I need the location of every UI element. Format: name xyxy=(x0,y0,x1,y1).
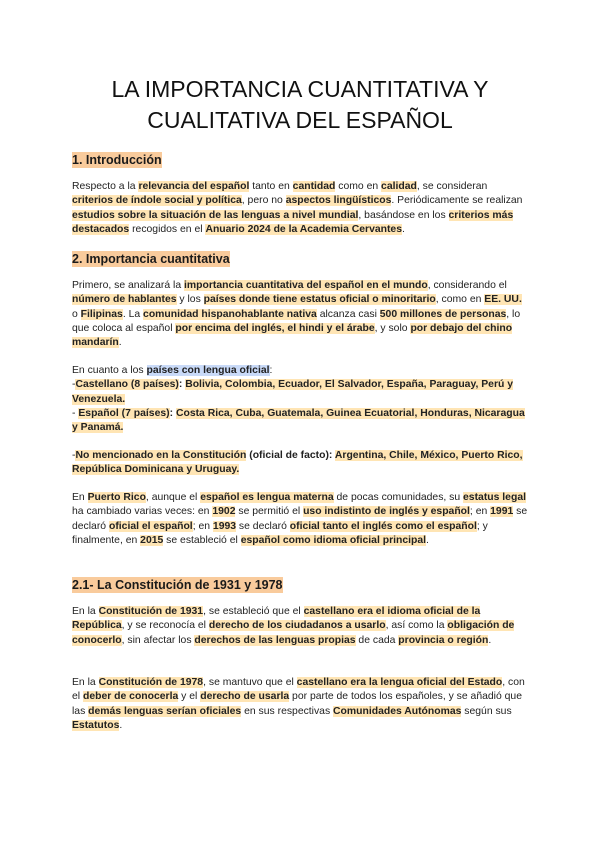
text-run: , se consideran xyxy=(416,181,488,192)
text-run: , se estableció que el xyxy=(203,606,304,617)
highlighted-text: 2015 xyxy=(140,534,164,546)
highlighted-text: derecho de los ciudadanos a usarlo xyxy=(208,620,386,632)
text-run: , se mantuvo que el xyxy=(203,677,297,688)
text-run: alcanza casi xyxy=(316,308,380,320)
text-run: se estableció el xyxy=(163,534,241,546)
highlighted-text: español es lengua materna xyxy=(200,492,334,503)
text-run: , aunque el xyxy=(145,492,201,503)
text-run: - xyxy=(72,379,76,391)
highlighted-text: No mencionado en la Constitución xyxy=(75,450,247,461)
text-run: , y solo xyxy=(374,322,411,334)
highlighted-text: Castellano (8 países) xyxy=(75,379,179,391)
text-run: de pocas comunidades, su xyxy=(333,492,464,503)
highlighted-text-blue: países con lengua oficial xyxy=(146,365,270,376)
section-heading-introduccion: 1. Introducción xyxy=(72,153,162,167)
highlighted-text: aspectos lingüísticos xyxy=(285,195,392,207)
text-run: , como en xyxy=(435,294,485,306)
text-run: se permitió el xyxy=(235,506,304,518)
text-run: como en xyxy=(335,181,382,192)
highlighted-text: Anuario 2024 de la Academia Cervantes xyxy=(205,223,402,235)
text-run: - xyxy=(72,407,79,419)
text-run: recogidos en el xyxy=(129,223,206,235)
highlighted-text: demás lenguas serían oficiales xyxy=(88,705,242,717)
highlighted-text: estudios sobre la situación de las lenguas a nivel mundial xyxy=(72,209,359,221)
highlighted-text: derechos de las lenguas propias xyxy=(194,634,356,646)
highlighted-text: español como idioma oficial principal xyxy=(240,534,427,546)
highlighted-text: provincia o región xyxy=(398,634,489,646)
highlighted-text: relevancia del español xyxy=(138,181,250,192)
highlighted-text: criterios más destacados xyxy=(72,209,514,235)
text-run: Respecto a la xyxy=(72,181,139,192)
bold-text: : xyxy=(178,379,186,391)
highlighted-text: EE. UU. xyxy=(484,294,522,306)
highlighted-text: Costa Rica, Cuba, Guatemala, Guinea Ecuatorial, Honduras, Nicaragua y Panamá. xyxy=(72,407,525,434)
text-run: . La xyxy=(122,308,144,320)
text-run: , así como la xyxy=(385,620,448,632)
highlighted-text: por encima del inglés, el hindi y el árabe xyxy=(175,322,375,334)
text-run: ; en xyxy=(192,520,213,532)
text-run: , lo que coloca al español xyxy=(72,308,521,334)
highlighted-text: 1993 xyxy=(212,520,237,532)
highlighted-text: oficial el español xyxy=(108,520,193,532)
text-run: En xyxy=(72,492,88,503)
text-run: , y se reconocía el xyxy=(121,620,209,632)
bold-text: (oficial de facto) xyxy=(246,450,329,461)
bold-text: : xyxy=(169,407,176,419)
highlighted-text: países donde tiene estatus oficial o minoritario xyxy=(203,294,436,306)
highlighted-text: obligación de conocerlo xyxy=(72,620,515,646)
highlighted-text: cantidad xyxy=(292,181,336,192)
highlighted-text: castellano era el idioma oficial de la República xyxy=(72,606,481,632)
highlighted-text: número de hablantes xyxy=(72,294,177,306)
text-run: según sus xyxy=(461,705,512,717)
paragraph-constitucion-1931 xyxy=(72,605,528,648)
text-run: . xyxy=(488,634,492,646)
text-run: ha cambiado varias veces: en xyxy=(72,506,213,518)
text-run: , pero no xyxy=(241,195,286,207)
text-run: , considerando el xyxy=(427,280,507,291)
paragraph-paises-oficiales xyxy=(72,364,528,435)
text-run: de cada xyxy=(355,634,399,646)
text-run: . Periódicamente se realizan xyxy=(391,195,523,207)
highlighted-text: uso indistinto de inglés y español xyxy=(303,506,470,518)
section-heading-importancia-cuantitativa: 2. Importancia cuantitativa xyxy=(72,252,230,266)
document-title: LA IMPORTANCIA CUANTITATIVA Y CUALITATIVA DEL ESPAÑOL xyxy=(111,76,489,133)
paragraph-no-mencionado xyxy=(72,449,528,478)
text-run: : xyxy=(269,365,273,376)
highlighted-text: oficial tanto el inglés como el español xyxy=(289,520,477,532)
text-run: , sin afectar los xyxy=(121,634,195,646)
section-heading-constitucion: 2.1- La Constitución de 1931 y 1978 xyxy=(72,578,283,592)
highlighted-text: importancia cuantitativa del español en el mundo xyxy=(184,280,428,291)
highlighted-text: criterios de índole social y política xyxy=(72,195,242,207)
text-run: por parte de todos los españoles, y se añadió que las xyxy=(72,691,522,717)
highlighted-text: por debajo del chino mandarín xyxy=(72,322,513,349)
text-run: En cuanto a los xyxy=(72,365,147,376)
text-run: . xyxy=(119,719,123,731)
text-run: en sus respectivas xyxy=(241,705,334,717)
text-run: . xyxy=(426,534,429,546)
highlighted-text: 1991 xyxy=(490,506,514,518)
highlighted-text: Constitución de 1931 xyxy=(98,606,204,617)
highlighted-text: 500 millones de personas xyxy=(379,308,507,320)
text-run: - xyxy=(72,450,76,461)
text-run: , basándose en los xyxy=(358,209,449,221)
text-run: ; y finalmente, en xyxy=(72,520,488,546)
text-run: ; en xyxy=(469,506,491,518)
paragraph-introduccion xyxy=(72,180,528,237)
highlighted-text: castellano era la lengua oficial del Estado xyxy=(296,677,503,688)
highlighted-text: derecho de usarla xyxy=(200,691,290,703)
text-run: o xyxy=(72,308,81,320)
highlighted-text: Filipinas xyxy=(80,308,123,320)
highlighted-text: 1902 xyxy=(212,506,236,518)
text-run: En la xyxy=(72,606,99,617)
paragraph-puerto-rico xyxy=(72,491,528,548)
bold-text: : xyxy=(328,450,335,461)
highlighted-text: estatus legal xyxy=(463,492,526,503)
paragraph-constitucion-1978 xyxy=(72,676,528,733)
text-run: , con el xyxy=(72,677,525,703)
text-run: y los xyxy=(176,294,204,306)
highlighted-text: Argentina, Chile, México, Puerto Rico, República Dominicana y Uruguay. xyxy=(72,450,523,476)
highlighted-text: Constitución de 1978 xyxy=(98,677,204,688)
text-run: se declaró xyxy=(236,520,290,532)
highlighted-text: Estatutos xyxy=(72,719,120,731)
highlighted-text: comunidad hispanohablante nativa xyxy=(143,308,317,320)
text-run: . xyxy=(402,223,405,235)
highlighted-text: Comunidades Autónomas xyxy=(333,705,462,717)
text-run: . xyxy=(118,337,122,349)
paragraph-cuantitativa xyxy=(72,279,528,350)
text-run: tanto en xyxy=(249,181,293,192)
highlighted-text: Bolivia, Colombia, Ecuador, El Salvador, España, Paraguay, Perú y Venezuela. xyxy=(72,379,514,405)
text-run: Primero, se analizará la xyxy=(72,280,185,291)
text-run: y el xyxy=(178,691,201,703)
text-run: En la xyxy=(72,677,99,688)
highlighted-text: Puerto Rico xyxy=(87,492,146,503)
text-run: se declaró xyxy=(72,506,528,532)
highlighted-text: Español (7 países) xyxy=(78,407,170,419)
highlighted-text: calidad xyxy=(381,181,417,192)
highlighted-text: deber de conocerla xyxy=(82,691,179,703)
